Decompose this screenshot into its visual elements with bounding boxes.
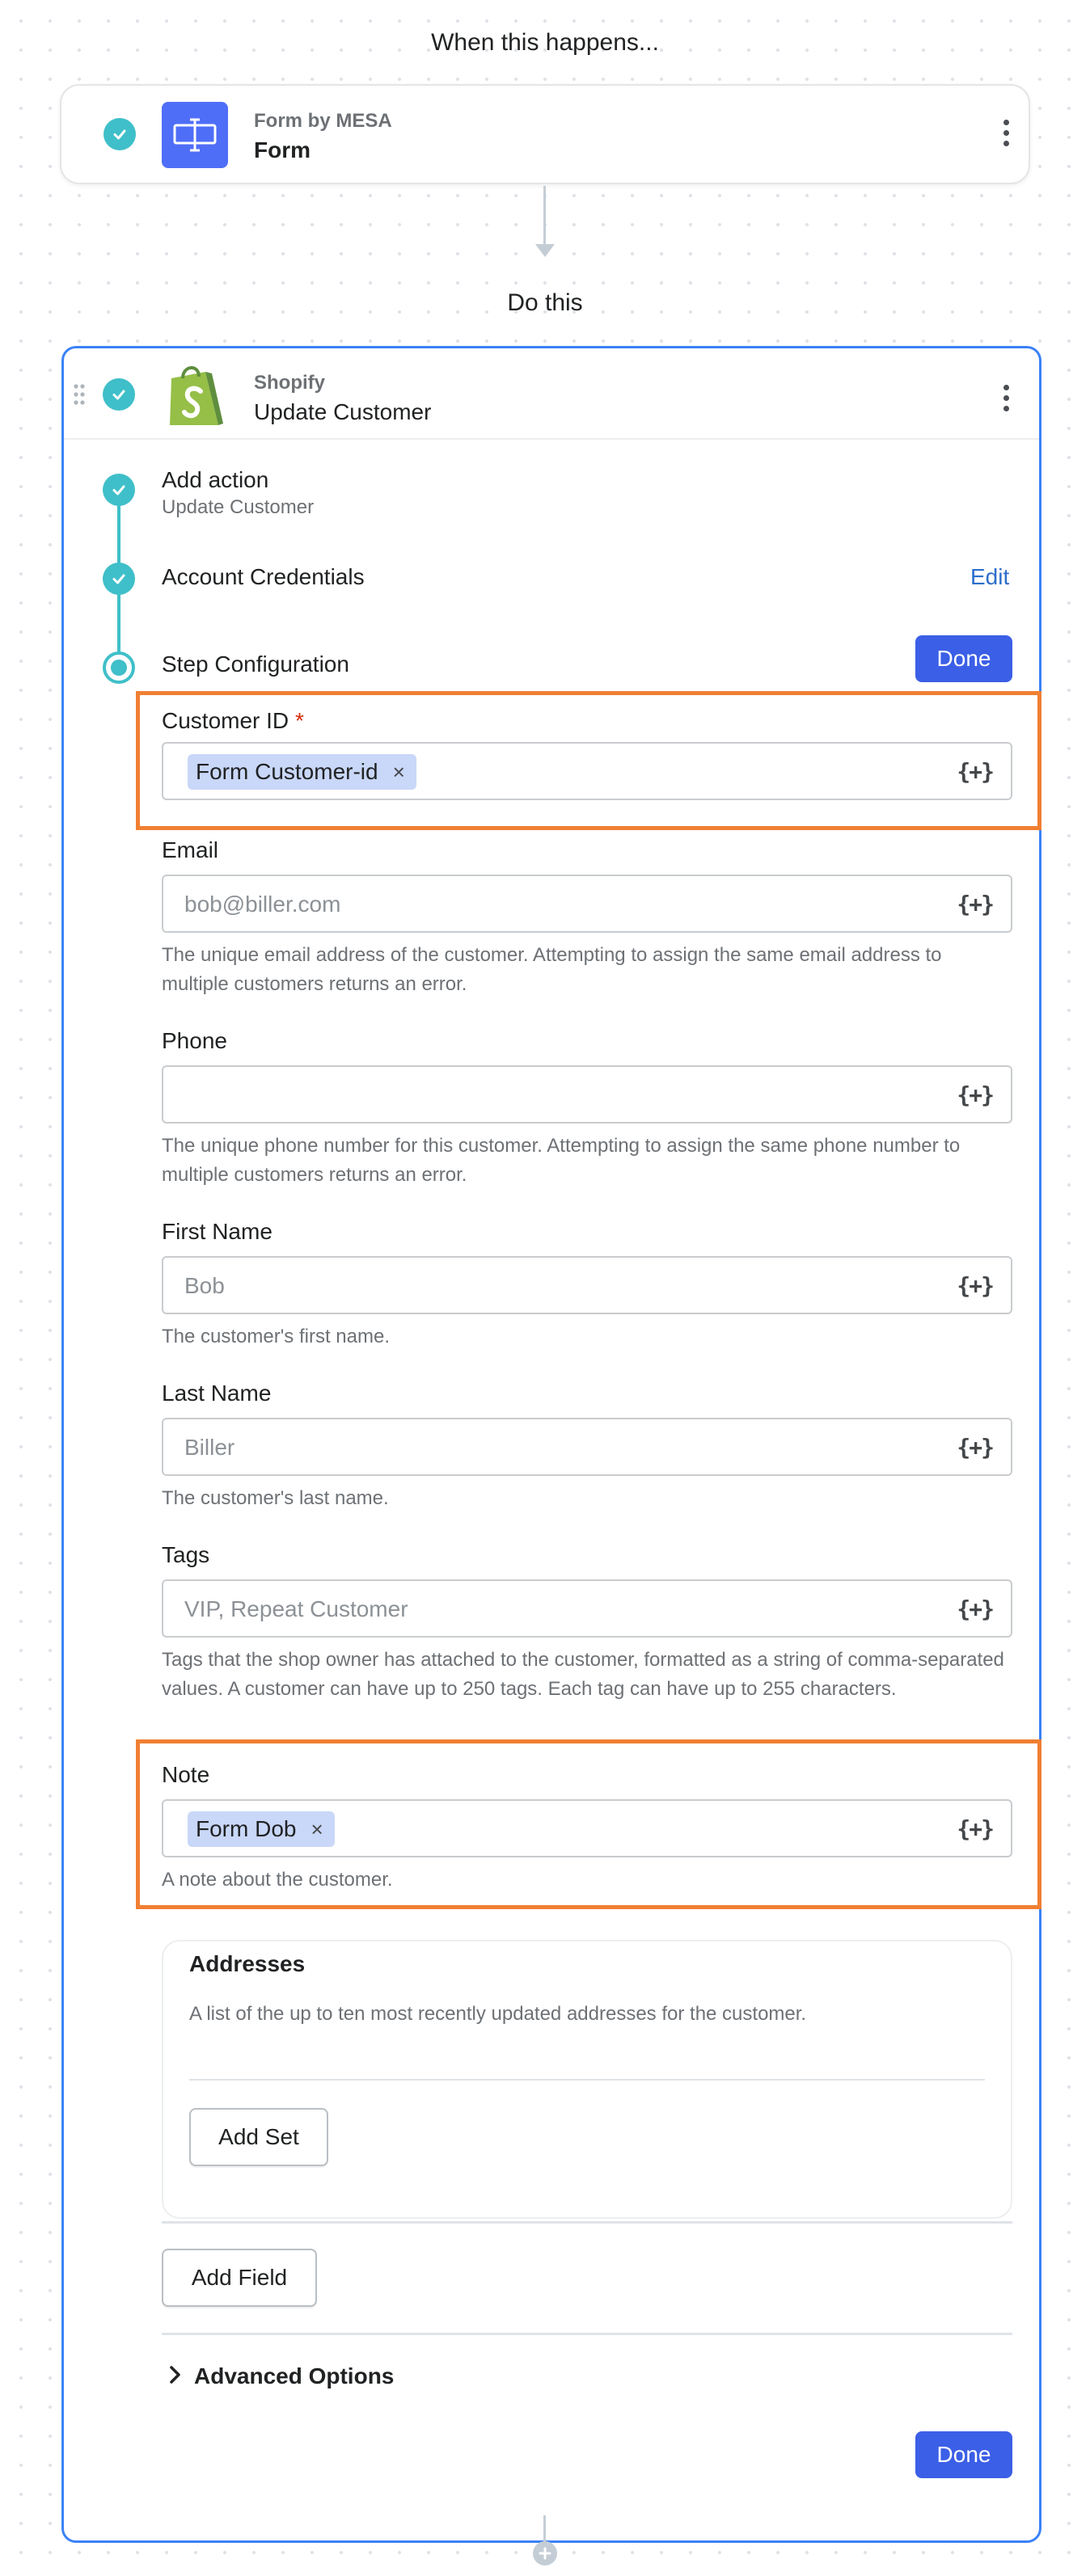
email-field[interactable] — [162, 875, 1012, 933]
tags-help: Tags that the shop owner has attached to the customer, formatted as a string of comma-separated values. A customer can have up to 250 tags. Each tag can have up to 255 characters. — [162, 1649, 1004, 1700]
variable-chip: Form Customer-id × — [188, 754, 416, 790]
connector-arrow-icon — [535, 244, 555, 257]
last-name-placeholder: Biller — [184, 1435, 235, 1460]
current-step-icon — [103, 651, 135, 684]
variable-icon[interactable]: {+} — [957, 1272, 993, 1299]
form-icon — [162, 102, 228, 168]
kebab-menu-icon[interactable] — [998, 385, 1014, 411]
add-set-button[interactable]: Add Set — [189, 2108, 328, 2166]
first-name-field[interactable] — [162, 1256, 1012, 1314]
action-section-label: Do this — [507, 289, 583, 316]
trigger-section-label: When this happens... — [431, 29, 659, 56]
last-name-label: Last Name — [162, 1381, 272, 1406]
done-button[interactable]: Done — [915, 635, 1012, 682]
footer-done-button[interactable]: Done — [915, 2431, 1012, 2478]
note-label: Note — [162, 1762, 210, 1787]
last-name-field[interactable] — [162, 1418, 1012, 1476]
phone-help: The unique phone number for this customer. Attempting to assign the same phone number to multiple customers returns an error. — [162, 1135, 961, 1186]
section-divider — [162, 2221, 1012, 2224]
add-field-button[interactable]: Add Field — [162, 2249, 317, 2307]
email-label: Email — [162, 837, 219, 862]
tags-field[interactable] — [162, 1579, 1012, 1638]
check-icon — [103, 563, 135, 595]
phone-field[interactable] — [162, 1065, 1012, 1124]
connector-line — [543, 2515, 546, 2544]
kebab-menu-icon[interactable] — [998, 120, 1014, 146]
last-name-help: The customer's last name. — [162, 1487, 389, 1509]
chip-remove-icon[interactable]: × — [392, 759, 405, 784]
step-credentials-title: Account Credentials — [162, 564, 365, 589]
variable-icon[interactable]: {+} — [957, 1815, 993, 1842]
phone-label: Phone — [162, 1028, 227, 1053]
advanced-options-label: Advanced Options — [194, 2363, 395, 2388]
trigger-app-name: Form by MESA — [254, 110, 392, 132]
step-configuration-title: Step Configuration — [162, 651, 349, 677]
email-placeholder: bob@biller.com — [184, 892, 341, 917]
drag-handle-icon[interactable] — [73, 383, 86, 406]
advanced-options-toggle[interactable] — [167, 2363, 394, 2389]
variable-icon[interactable]: {+} — [957, 1081, 993, 1108]
customer-id-field[interactable] — [162, 742, 1012, 800]
step-add-action-title: Add action — [162, 467, 269, 492]
variable-icon[interactable]: {+} — [957, 758, 993, 785]
action-app-name: Shopify — [254, 372, 325, 394]
edit-credentials-link[interactable]: Edit — [970, 564, 1010, 589]
first-name-placeholder: Bob — [184, 1273, 225, 1298]
variable-chip: Form Dob × — [188, 1811, 335, 1847]
action-title: Update Customer — [254, 399, 432, 424]
check-icon — [103, 474, 135, 506]
note-field[interactable] — [162, 1799, 1012, 1857]
tags-placeholder: VIP, Repeat Customer — [184, 1596, 408, 1621]
chevron-right-icon — [167, 2364, 183, 2389]
section-divider — [162, 2333, 1012, 2335]
first-name-help: The customer's first name. — [162, 1326, 390, 1347]
email-help: The unique email address of the customer. Attempting to assign the same email address to multiple customers returns an error. — [162, 944, 942, 995]
step-add-action-subtitle: Update Customer — [162, 496, 315, 518]
add-step-icon[interactable] — [533, 2541, 557, 2565]
chip-remove-icon[interactable]: × — [311, 1816, 323, 1841]
check-icon — [103, 378, 135, 411]
variable-icon[interactable]: {+} — [957, 1596, 993, 1622]
addresses-divider — [189, 2079, 985, 2081]
header-divider — [64, 438, 1039, 440]
variable-icon[interactable]: {+} — [957, 1434, 993, 1461]
trigger-card[interactable] — [60, 84, 1030, 184]
note-help: A note about the customer. — [162, 1869, 393, 1891]
first-name-label: First Name — [162, 1219, 272, 1244]
shopify-icon — [163, 360, 225, 430]
customer-id-label: Customer ID * — [162, 708, 304, 733]
addresses-help: A list of the up to ten most recently updated addresses for the customer. — [189, 2003, 807, 2025]
tags-label: Tags — [162, 1542, 210, 1567]
addresses-title: Addresses — [189, 1951, 306, 1976]
trigger-title: Form — [254, 137, 311, 162]
connector-line — [543, 186, 546, 251]
variable-icon[interactable]: {+} — [957, 891, 993, 917]
check-icon — [104, 118, 136, 150]
